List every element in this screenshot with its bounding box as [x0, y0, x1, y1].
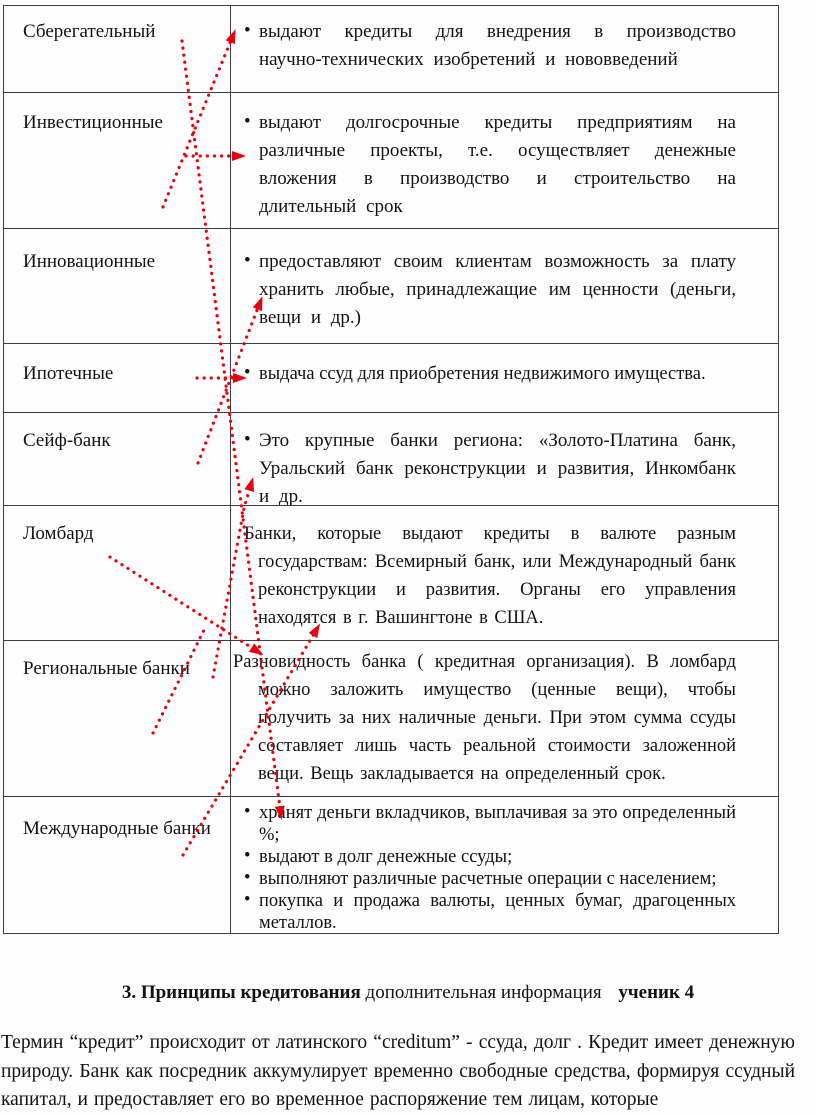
bank-type-cell [4, 229, 231, 343]
bank-type-cell [4, 506, 231, 640]
table-row [4, 344, 778, 413]
bullet-icon: • [244, 868, 251, 888]
table-row [4, 641, 778, 797]
bullet-icon: • [244, 20, 251, 41]
bank-type-label: Инвестиционные [23, 112, 163, 133]
description-text: Банки, которые выдают кредиты в валюте разным государствам: Всемирный банк, или Международный банк реконструкции и развития. Органы его управления находятся в г. Вашингтоне в США. [244, 524, 736, 628]
description-text: выдают в долг денежные ссуды; [259, 847, 513, 867]
bank-type-label: Сберегательный [23, 21, 156, 42]
description-cell [231, 797, 778, 933]
bank-type-label: Инновационные [23, 251, 156, 272]
description-text: выдача ссуд для приобретения недвижимого имущества. [259, 364, 706, 384]
description-cell [231, 413, 778, 505]
body-paragraph: Термин “кредит” происходит от латинского “creditum” - ссуда, долг . Кредит имеет денежную природу. Банк как посредник аккумулирует временно свободные средства, формируя ссудный капитал, и предоставляет его во временное распоряжение тем лицам, которые [1, 1032, 795, 1110]
bullet-icon: • [244, 890, 251, 910]
description-item [244, 846, 736, 868]
description-text: предоставляют своим клиентам возможность за плату хранить любые, принадлежащие им ценности (деньги, вещи и др.) [259, 251, 736, 328]
table-row [4, 93, 778, 229]
bank-type-cell [4, 641, 231, 796]
table-row [4, 506, 778, 641]
bank-type-label: Региональные банки [23, 658, 190, 679]
table-row [4, 797, 778, 934]
bullet-icon: • [244, 846, 251, 866]
bank-type-label: Сейф-банк [23, 430, 111, 451]
description-cell [231, 229, 778, 343]
description-cell [231, 506, 778, 640]
description-item [244, 109, 736, 221]
description-item [244, 868, 736, 890]
bullet-icon: • [244, 250, 251, 271]
bullet-icon: • [244, 363, 251, 383]
description-item [244, 18, 736, 74]
bank-type-label: Международные банки [23, 818, 211, 839]
description-item [244, 427, 736, 506]
bank-type-cell [4, 6, 231, 92]
description-cell [231, 641, 778, 796]
bank-type-label: Ломбард [23, 523, 94, 544]
description-text: хранят деньги вкладчиков, выплачивая за это определенный %; [259, 803, 736, 845]
bullet-icon: • [244, 111, 251, 132]
bullet-icon: • [244, 429, 251, 450]
heading-student-label: ученик 4 [618, 982, 695, 1003]
description-item [244, 248, 736, 332]
description-item [244, 890, 736, 934]
description-item [244, 360, 736, 388]
description-text: покупка и продажа валюты, ценных бумаг, драгоценных металлов. [259, 891, 736, 933]
description-text: Это крупные банки региона: «Золото-Платина банк, Уральский банк реконструкции и развития, Инкомбанк и др. [259, 430, 736, 506]
description-text: выдают долгосрочные кредиты предприятиям на различные проекты, т.е. осуществляет денежные вложения в производство и строительство на длительный срок [259, 112, 736, 217]
bank-type-cell [4, 93, 231, 228]
description-text: выдают кредиты для внедрения в производство научно-технических изобретений и нововведений [259, 21, 736, 70]
description-text: выполняют различные расчетные операции с населением; [259, 869, 717, 889]
description-cell [231, 6, 778, 92]
banks-table [3, 5, 779, 934]
bullet-icon: • [244, 802, 251, 822]
table-row [4, 6, 778, 93]
heading-number-title: 3. Принципы кредитования [121, 982, 361, 1003]
table-row [4, 413, 778, 506]
section-heading [0, 981, 816, 1005]
heading-subtitle: дополнительная информация [365, 982, 602, 1003]
description-cell [231, 93, 778, 228]
description-item [244, 802, 736, 846]
bank-type-label: Ипотечные [23, 363, 114, 384]
description-text: Разновидность банка ( кредитная организация). В ломбард можно заложить имущество (ценные вещи), чтобы получить за них наличные деньги. При этом сумма ссуды составляет лишь часть реальной стоимости заложенной вещи. Вещь закладывается на определенный срок. [233, 652, 736, 784]
bank-type-cell [4, 797, 231, 933]
bank-type-cell [4, 413, 231, 505]
table-row [4, 229, 778, 344]
description-cell [231, 344, 778, 412]
bank-type-cell [4, 344, 231, 412]
